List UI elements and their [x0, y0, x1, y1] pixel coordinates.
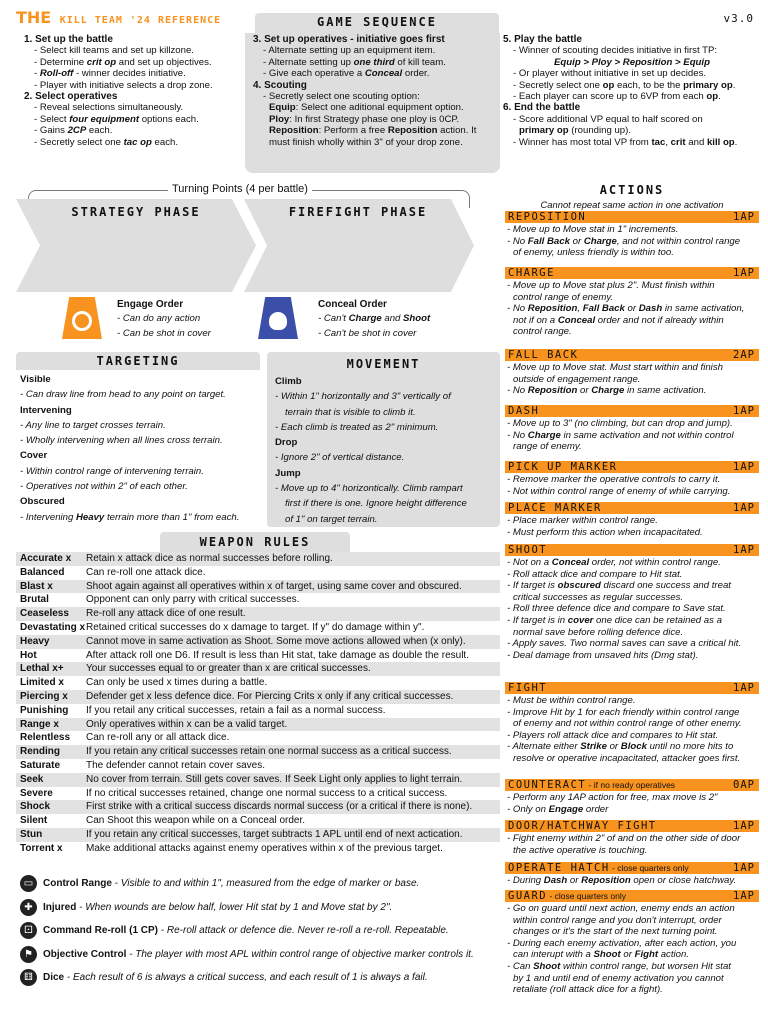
weapon-rule-row — [16, 635, 500, 649]
sequence-step-heading: 5. Play the battle — [503, 34, 582, 45]
action-description-line: - Apply saves. Two normal saves can save a critical hit. — [507, 638, 742, 650]
game-sequence-col3 — [503, 34, 761, 148]
action-header-door-hatchway-fight — [505, 820, 759, 832]
weapon-rule-name: Saturate — [20, 760, 61, 771]
action-description-line: - Players roll attack dice and compares to Hit stat. — [507, 729, 719, 741]
action-header-operate-hatch: OPERATE HATCH - close quarters only 1AP — [505, 862, 759, 874]
game-sequence-col1 — [24, 34, 249, 148]
weapon-rule-text: Can re-roll one attack dice. — [86, 566, 206, 578]
targeting-row: Obscured — [20, 496, 65, 508]
action-name: COUNTERACT — [508, 779, 587, 791]
action-ap-cost: 1AP — [733, 862, 755, 874]
weapon-rule-row — [16, 593, 500, 607]
weapon-rule-name: Blast x — [20, 580, 53, 592]
action-description-line: - Must perform this action when incapacitated. — [507, 526, 703, 538]
action-description-line: - Roll attack dice and compare to Hit stat. — [507, 568, 683, 580]
weapon-rule-row — [16, 800, 500, 814]
movement-row: of 1" on target terrain. — [285, 513, 378, 525]
weapon-rule-row — [16, 828, 500, 842]
sequence-step-line: - Winner has most total VP from tac, crit and kill op. — [513, 136, 738, 148]
action-description-line: not if on a Conceal order and not if already within — [513, 314, 724, 326]
action-header-dash — [505, 405, 759, 417]
title-block — [16, 8, 221, 26]
sequence-step-line: - Alternate setting up one third of kill team. — [263, 56, 446, 68]
conceal-order-line2: - Can't be shot in cover — [318, 328, 417, 339]
weapon-rule-row — [16, 704, 500, 718]
weapon-rule-text: Can re-roll any or all attack dice. — [86, 732, 230, 744]
weapon-rule-text: If no critical successes retained, change one normal success to a critical success. — [86, 787, 448, 799]
weapon-rule-name: Ceaseless — [20, 608, 69, 620]
action-description-line: - Place marker within control range. — [507, 515, 658, 526]
conceal-order-title: Conceal Order — [318, 299, 387, 310]
movement-row: - Within 1" horizontally and 3" vertically of — [275, 391, 451, 403]
targeting-row: Cover — [20, 450, 48, 462]
legend-row: ⚑ Objective Control - The player with most APL within control range of objective marker controls it. — [20, 946, 474, 964]
action-name: REPOSITION — [508, 211, 587, 223]
weapon-rule-text: Only operatives within x can be a valid target. — [86, 718, 288, 730]
action-description-line: - Remove marker the operative controls to carry it. — [507, 474, 721, 485]
weapon-rule-text: Retain x attack dice as normal successes before rolling. — [86, 553, 333, 564]
movement-row: Jump — [275, 467, 301, 479]
action-description-line: - Not on a Conceal order, not within control range. — [507, 557, 721, 568]
action-description — [507, 833, 759, 856]
legend-row: ⚀ Command Re-roll (1 CP) - Re-roll attack or defence die. Never re-roll a re-roll. Repeatable. — [20, 922, 449, 940]
legend-row: ▭ Control Range - Visible to and within 1", measured from the edge of marker or base. — [20, 875, 419, 893]
weapon-rule-text: No cover from terrain. Still gets cover saves. If Seek Light only applies to light terrain. — [86, 773, 463, 785]
action-description-line: can interupt with a Shoot or Fight action. — [513, 949, 689, 961]
weapon-rule-text: Shoot again against all operatives within x of target, using same cover and obscured. — [86, 580, 462, 592]
weapon-rule-name: Range x — [20, 718, 59, 730]
sequence-step-line: - Select kill teams and set up killzone. — [34, 45, 194, 57]
action-name: SHOOT — [508, 544, 548, 556]
weapon-rule-name: Shock — [20, 801, 51, 813]
weapon-rule-name: Silent — [20, 815, 48, 827]
action-description-line: - During Dash or Reposition open or close hatchway. — [507, 875, 737, 886]
sequence-step-heading: 6. End the battle — [503, 102, 581, 114]
movement-row: - Ignore 2" of vertical distance. — [275, 452, 405, 464]
sequence-step-line: - Gains 2CP each. — [34, 125, 113, 137]
action-description-line: critical successes as regular successes. — [513, 591, 684, 603]
action-name: PLACE MARKER — [508, 502, 602, 514]
action-description-line: control range. — [513, 326, 572, 338]
action-description-line: - Fight enemy within 2" of and on the other side of door — [507, 833, 741, 844]
turning-points-label: Turning Points (4 per battle) — [168, 183, 312, 195]
sequence-step-line: primary op (rounding up). — [519, 125, 631, 137]
weapon-rule-row — [16, 621, 500, 635]
action-description-line: - Deal damage from unsaved hits (Dmg stat). — [507, 649, 699, 661]
action-description-line: outside of engagement range. — [513, 373, 641, 385]
targeting-list — [20, 372, 260, 525]
sequence-step-line: - Secretly select one tac op each. — [34, 136, 178, 148]
action-header-guard: GUARD - close quarters only 1AP — [505, 890, 759, 902]
action-ap-cost: 0AP — [733, 779, 755, 791]
weapon-rule-text: Retained critical successes do x damage to target. If y" do damage within y". — [86, 622, 425, 633]
weapon-rule-name: Limited x — [20, 677, 64, 689]
targeting-row: - Can draw line from head to any point on target. — [20, 389, 226, 401]
weapon-rule-text: Opponent can only parry with critical successes. — [86, 594, 300, 606]
action-description — [507, 903, 759, 996]
sequence-step-line: - Winner of scouting decides initiative in first TP: — [513, 45, 718, 57]
weapon-rule-text: First strike with a critical success discards normal success (or a critical if there is none). — [86, 801, 473, 813]
movement-row: terrain that is visible to climb it. — [285, 406, 416, 418]
sequence-step-line: - Alternate setting up an equipment item. — [263, 45, 436, 57]
action-ap-cost: 1AP — [733, 682, 755, 694]
targeting-row: - Intervening Heavy terrain more than 1" from each. — [20, 511, 240, 523]
action-description — [507, 515, 759, 538]
weapon-rule-name: Torrent x — [20, 842, 63, 854]
action-description-line: - Must be within control range. — [507, 695, 636, 706]
targeting-title: TARGETING — [96, 354, 180, 368]
action-header-reposition — [505, 211, 759, 223]
action-description — [507, 224, 759, 259]
weapon-rule-name: Balanced — [20, 566, 65, 578]
weapon-rule-text: Re-roll any attack dice of one result. — [86, 608, 246, 620]
weapon-rule-text: Defender get x less defence dice. For Piercing Crits x only if any critical successes. — [86, 691, 454, 702]
action-ap-cost: 1AP — [733, 405, 755, 417]
action-description-line: within control range and you don't interrupt, order — [513, 914, 722, 926]
action-description-line: - Only on Engage order — [507, 803, 609, 815]
title-the: THE — [16, 8, 52, 27]
weapon-rule-text: Can only be used x times during a battle. — [86, 677, 268, 689]
sequence-step-line: - Score additional VP equal to half scored on — [513, 113, 703, 125]
actions-title: ACTIONS — [599, 183, 665, 197]
game-sequence-title: GAME SEQUENCE — [317, 15, 437, 29]
movement-row: first if there is one. Ignore height difference — [285, 498, 467, 510]
targeting-row: Visible — [20, 374, 51, 385]
action-description-line: - Perform any 1AP action for free, max move is 2" — [507, 792, 718, 803]
weapon-rule-row — [16, 552, 500, 566]
action-description-line: control range of enemy. — [513, 291, 614, 303]
action-description — [507, 875, 759, 887]
action-name: DOOR/HATCHWAY FIGHT — [508, 820, 657, 832]
action-ap-cost: 1AP — [733, 267, 755, 279]
sequence-step-line: - Reveal selections simultaneously. — [34, 102, 184, 114]
weapon-rule-row — [16, 842, 500, 856]
injured-icon: ✚ — [20, 899, 37, 916]
weapon-rule-text: Cannot move in same activation as Shoot. Some move actions allowed when (x only). — [86, 635, 466, 647]
weapon-rule-name: Rending — [20, 746, 60, 758]
title-subtitle: KILL TEAM '24 REFERENCE — [59, 15, 222, 26]
weapon-rule-name: Lethal x+ — [20, 663, 64, 675]
sequence-step-line: - Determine crit op and set up objectives. — [34, 56, 212, 68]
action-ap-cost: 1AP — [733, 461, 755, 473]
action-header-pick-up-marker — [505, 461, 759, 473]
weapon-rule-name: Piercing x — [20, 691, 68, 702]
action-ap-cost: 2AP — [733, 349, 755, 361]
sequence-step-line: must finish wholly within 3" of your drop zone. — [269, 136, 463, 148]
action-description — [507, 418, 759, 453]
sequence-step-line: - Each player can score up to 6VP from each op. — [513, 91, 721, 103]
action-description-line: - Move up to Move stat in 1" increments. — [507, 224, 679, 235]
weapon-rule-text: Make additional attacks against enemy operatives within x of the previous target. — [86, 842, 443, 854]
dice-icon: ⚅ — [20, 969, 37, 986]
command-reroll-icon: ⚀ — [20, 922, 37, 939]
weapon-rule-row — [16, 607, 500, 621]
weapon-rule-text: The defender cannot retain cover saves. — [86, 760, 265, 771]
engage-order-icon — [62, 297, 102, 339]
sequence-step-line: Ploy: In first Strategy phase one ploy is 0CP. — [269, 113, 460, 125]
movement-title: MOVEMENT — [346, 357, 421, 371]
action-name: GUARD — [508, 890, 548, 902]
actions-note: Cannot repeat same action in one activation — [540, 199, 724, 210]
action-ap-cost: 1AP — [733, 890, 755, 902]
legend-row: ⚅ Dice - Each result of 6 is always a critical success, and each result of 1 is always a fail. — [20, 969, 428, 987]
action-description — [507, 557, 759, 661]
action-ap-cost: 1AP — [733, 502, 755, 514]
control-range-icon: ▭ — [20, 875, 37, 892]
strategy-phase-title: STRATEGY PHASE — [71, 205, 201, 219]
action-ap-cost: 1AP — [733, 820, 755, 832]
movement-row: Drop — [275, 437, 298, 449]
weapon-rule-row — [16, 580, 500, 594]
action-description-line: - Move up to 3" (no climbing, but can drop and jump). — [507, 418, 733, 429]
objective-control-icon: ⚑ — [20, 946, 37, 963]
action-header-fall-back — [505, 349, 759, 361]
weapon-rule-name: Relentless — [20, 732, 71, 744]
sequence-step-heading: 4. Scouting — [253, 79, 307, 91]
action-description-line: - During each enemy activation, after each action, you — [507, 937, 737, 949]
legend-row: ✚ Injured - When wounds are below half, lower Hit stat by 1 and Move stat by 2". — [20, 899, 392, 917]
action-name: OPERATE HATCH — [508, 862, 610, 874]
action-description-line: - Not within control range of enemy of while carrying. — [507, 485, 731, 497]
weapon-rule-text: If you retain any critical successes retain one normal success as a critical success. — [86, 746, 452, 758]
targeting-row: - Wholly intervening when all lines cross terrain. — [20, 435, 223, 447]
weapon-rule-name: Hot — [20, 649, 37, 661]
weapon-rule-row — [16, 773, 500, 787]
action-description-line: the active operative is touching. — [513, 844, 648, 856]
conceal-order-icon — [258, 297, 298, 339]
action-description-line: resolve or operative incapacitated, attacker goes first. — [513, 752, 741, 764]
firefight-phase-title: FIREFIGHT PHASE — [288, 205, 428, 219]
action-header-place-marker — [505, 502, 759, 514]
weapon-rule-text: Your successes equal to or greater than x are critical successes. — [86, 663, 371, 675]
action-description — [507, 792, 759, 815]
movement-row: - Move up to 4" horizontically. Climb rampart — [275, 483, 463, 495]
sequence-step-heading: 1. Set up the battle — [24, 34, 113, 45]
sequence-step-line: - Secretly select one op each, to be the primary op. — [513, 79, 736, 91]
action-name: CHARGE — [508, 267, 555, 279]
action-description-line: retaliate (roll attack dice for a fight). — [513, 984, 663, 996]
action-name: FIGHT — [508, 682, 548, 694]
weapon-rule-text: If you retail any critical successes, retain a fail as a normal success. — [86, 704, 386, 716]
action-description-line: - No Fall Back or Charge, and not within control range — [507, 235, 741, 247]
weapon-rule-row — [16, 787, 500, 801]
movement-list — [275, 374, 495, 527]
action-description — [507, 280, 759, 338]
sequence-step-line: Reposition: Perform a free Reposition action. It — [269, 125, 477, 137]
action-description-line: - Alternate either Strike or Block until no more hits to — [507, 741, 734, 753]
action-header-shoot — [505, 544, 759, 556]
sequence-step-line: Equip: Select one aditional equipment option. — [269, 102, 464, 114]
sequence-step-line: - Secretly select one scouting option: — [263, 91, 420, 103]
sequence-step-heading: 3. Set up operatives - initiative goes first — [253, 34, 445, 45]
sequence-step-line: - Select four equipment options each. — [34, 113, 199, 125]
sequence-step-line: Equip > Ploy > Reposition > Equip — [554, 56, 710, 68]
weapon-rule-row — [16, 814, 500, 828]
action-description-line: - Move up to Move stat. Must start within and finish — [507, 362, 723, 373]
weapon-rule-name: Devastating x — [20, 622, 86, 633]
action-description-line: - No Reposition, Fall Back or Dash in same activation, — [507, 303, 745, 315]
weapon-rule-name: Accurate x — [20, 553, 72, 564]
weapon-rule-name: Stun — [20, 829, 43, 840]
game-sequence-col2 — [253, 34, 497, 148]
engage-order-title: Engage Order — [117, 299, 184, 310]
weapon-rule-row — [16, 759, 500, 773]
weapon-rule-row — [16, 662, 500, 676]
weapon-rule-row — [16, 745, 500, 759]
weapon-rule-text: If you retain any critical successes, target subtracts 1 APL until end of next actication. — [86, 829, 463, 840]
action-description-line: normal save before rolling defence dice. — [513, 626, 684, 638]
action-description-line: - If target is in cover one dice can be retained as a — [507, 614, 722, 626]
action-description — [507, 474, 759, 497]
action-description-line: of enemy and not within control range of other enemy. — [513, 718, 742, 730]
sequence-step-heading: 2. Select operatives — [24, 91, 118, 103]
weapon-rule-row — [16, 690, 500, 704]
action-name: PICK UP MARKER — [508, 461, 618, 473]
sequence-step-line: - Or player without initiative in set up decides. — [513, 68, 707, 80]
conceal-order-line1: - Can't Charge and Shoot — [318, 313, 431, 324]
weapon-rule-row — [16, 649, 500, 663]
action-header-counteract: COUNTERACT - if no ready operatives 0AP — [505, 779, 759, 791]
weapon-rule-row — [16, 731, 500, 745]
sequence-step-line: - Give each operative a Conceal order. — [263, 68, 430, 80]
targeting-row: - Operatives not within 2" of each other. — [20, 481, 188, 493]
action-description-line: - Improve Hit by 1 for each friendly within control range — [507, 706, 740, 718]
sequence-step-line: - Player with initiative selects a drop zone. — [34, 79, 213, 91]
targeting-row: - Any line to target crosses terrain. — [20, 419, 166, 431]
sequence-step-line: - Roll-off - winner decides initiative. — [34, 68, 186, 80]
action-description-line: - Move up to Move stat plus 2". Must finish within — [507, 280, 715, 291]
engage-order-line1: - Can do any action — [117, 313, 201, 324]
weapon-rule-name: Punishing — [20, 704, 69, 716]
action-description-line: - No Charge in same activation and not within control — [507, 429, 734, 441]
targeting-row: - Within control range of intervening terrain. — [20, 465, 204, 477]
movement-row: - Each climb is treated as 2" minimum. — [275, 421, 439, 433]
action-description-line: - Go on guard until next action, enemy ends an action — [507, 903, 735, 914]
action-name: DASH — [508, 405, 540, 417]
weapon-rules-title: WEAPON RULES — [199, 535, 311, 549]
action-description-line: - Can Shoot within control range, but worsen Hit stat — [507, 960, 731, 972]
version-label: v3.0 — [723, 12, 754, 25]
weapon-rule-name: Brutal — [20, 594, 49, 606]
action-description-line: - Roll three defence dice and compare to Save stat. — [507, 603, 726, 615]
weapon-rule-text: After attack roll one D6. If result is less than Hit stat, take damage as double the result. — [86, 649, 469, 661]
action-description — [507, 695, 759, 765]
weapon-rule-text: Can Shoot this weapon while on a Conceal order. — [86, 815, 306, 827]
action-description-line: - No Reposition or Charge in same activation. — [507, 385, 707, 397]
action-description — [507, 362, 759, 397]
targeting-row: Intervening — [20, 404, 72, 416]
engage-order-line2: - Can be shot in cover — [117, 328, 211, 339]
action-header-fight — [505, 682, 759, 694]
action-description-line: range of enemy. — [513, 441, 582, 453]
weapon-rule-row — [16, 718, 500, 732]
weapon-rule-row — [16, 566, 500, 580]
weapon-rule-row — [16, 676, 500, 690]
weapon-rule-name: Seek — [20, 773, 44, 785]
weapon-rule-name: Heavy — [20, 635, 50, 647]
action-description-line: of enemy, unless friendly is within too. — [513, 247, 674, 259]
action-description-line: by 1 and until end of enemy activation you cannot — [513, 972, 724, 984]
weapon-rule-name: Severe — [20, 787, 53, 799]
action-header-charge — [505, 267, 759, 279]
action-ap-cost: 1AP — [733, 211, 755, 223]
action-description-line: changes or it's the start of the next turning point. — [513, 926, 718, 938]
action-name: FALL BACK — [508, 349, 579, 361]
action-description-line: - If target is obscured discard one success and treat — [507, 580, 731, 592]
movement-row: Climb — [275, 376, 302, 387]
action-ap-cost: 1AP — [733, 544, 755, 556]
